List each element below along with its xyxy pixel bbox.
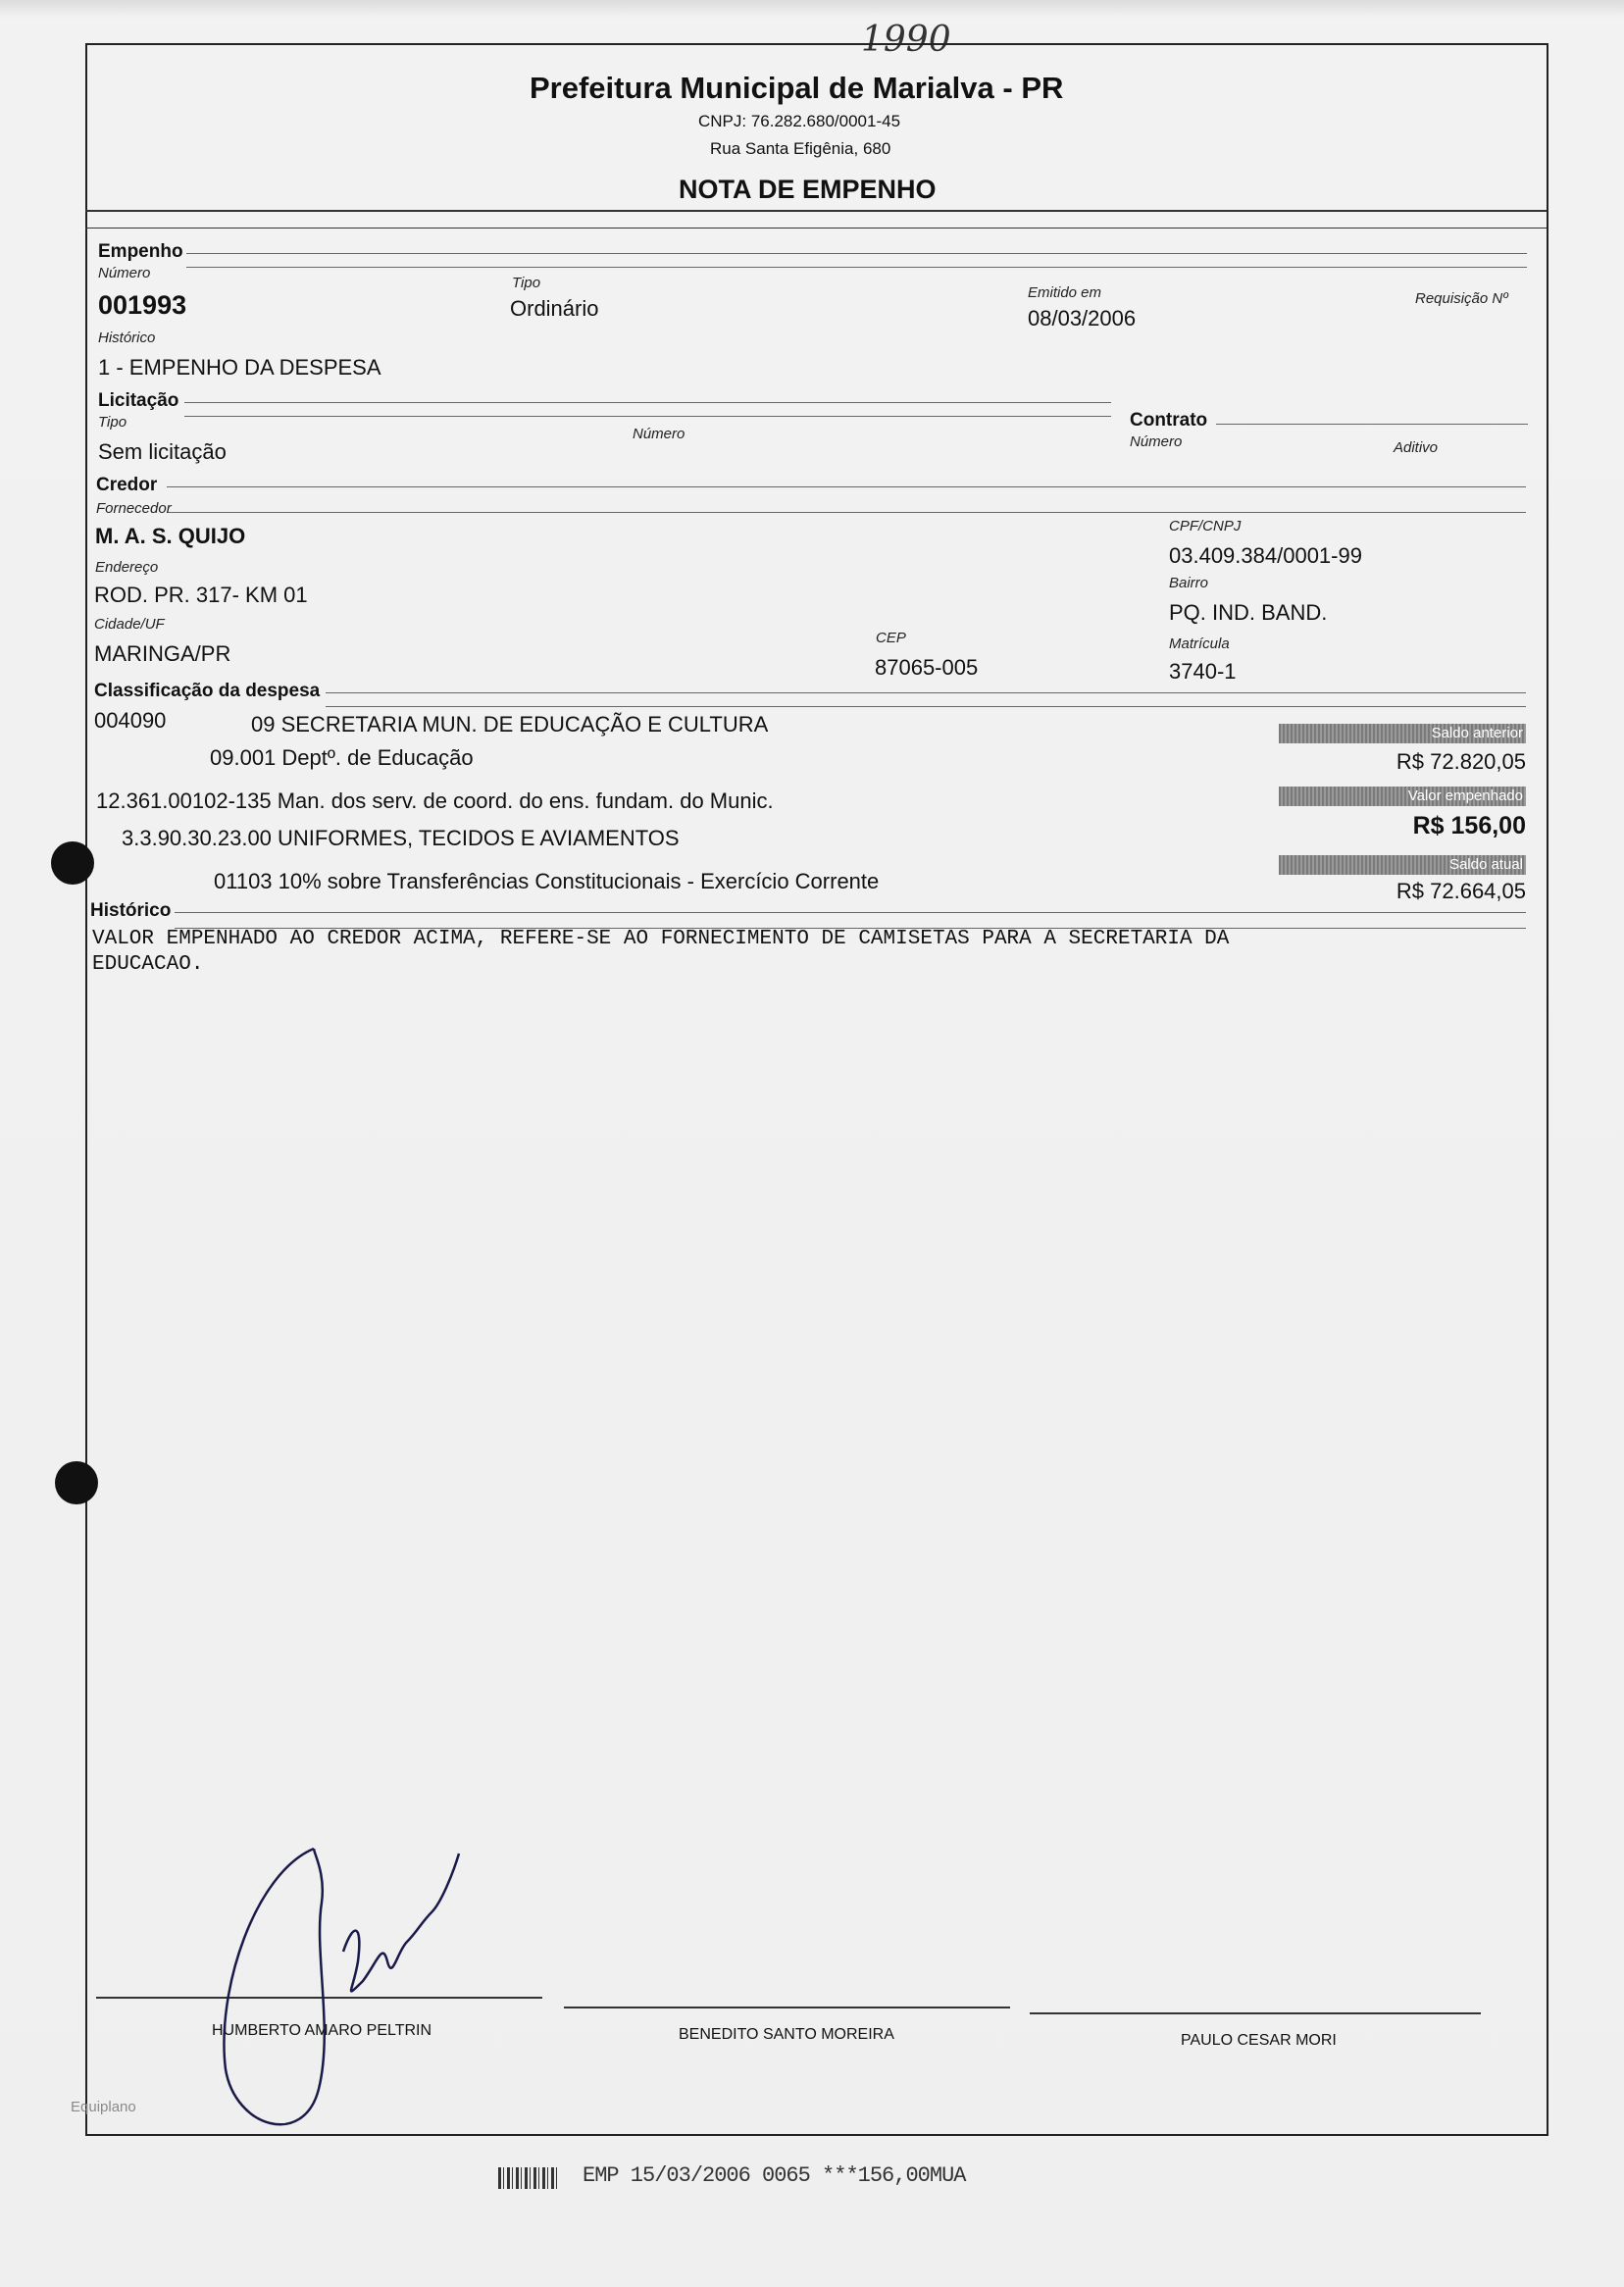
classificacao-section-label: Classificação da despesa: [94, 681, 321, 701]
licitacao-numero-label: Número: [633, 426, 685, 442]
licitacao-tipo-label: Tipo: [98, 414, 127, 431]
empenho-tipo-label: Tipo: [512, 275, 541, 291]
historico-line: [175, 912, 1526, 913]
credor-line: [167, 486, 1526, 487]
cidade-label: Cidade/UF: [94, 616, 165, 633]
classificacao-orgao: 09 SECRETARIA MUN. DE EDUCAÇÃO E CULTURA: [251, 712, 769, 737]
valor-empenhado-bar: Valor empenhado: [1279, 787, 1526, 806]
licitacao-line: [184, 402, 1111, 403]
historico-text-line2: EDUCACAO.: [92, 953, 204, 976]
endereco-label: Endereço: [95, 559, 159, 576]
signature-line-2: [564, 2007, 1010, 2008]
contrato-line: [1216, 424, 1528, 425]
document-title: NOTA DE EMPENHO: [679, 175, 937, 204]
header-divider-2: [85, 228, 1547, 229]
saldo-anterior-bar: Saldo anterior: [1279, 724, 1526, 743]
cep-value: 87065-005: [875, 655, 979, 680]
emitido-date: 08/03/2006: [1028, 306, 1137, 330]
classificacao-funcional: 12.361.00102-135 Man. dos serv. de coord. do ens. fundam. do Munic.: [96, 788, 774, 813]
bairro-label: Bairro: [1169, 575, 1209, 591]
matricula-label: Matrícula: [1169, 635, 1230, 652]
credor-section-label: Credor: [96, 475, 158, 495]
classificacao-code: 004090: [94, 708, 167, 733]
empenho-section-label: Empenho: [98, 241, 183, 262]
handwritten-page-number: 1990: [861, 20, 951, 60]
cpf-label: CPF/CNPJ: [1169, 518, 1242, 534]
signature-name-1: HUMBERTO AMARO PELTRIN: [212, 2022, 432, 2039]
signature-name-2: BENEDITO SANTO MOREIRA: [679, 2026, 894, 2043]
processing-stamp: EMP 15/03/2006 0065 ***156,00MUA: [583, 2163, 966, 2188]
contrato-section-label: Contrato: [1130, 410, 1208, 431]
binder-hole-top: [51, 841, 94, 885]
saldo-anterior-value: R$ 72.820,05: [1396, 749, 1526, 774]
empenho-historico-label: Histórico: [98, 330, 156, 346]
requisicao-label: Requisição Nº: [1415, 290, 1508, 307]
classificacao-fonte: 01103 10% sobre Transferências Constitucionais - Exercício Corrente: [214, 869, 880, 893]
valor-empenhado-value: R$ 156,00: [1412, 812, 1526, 839]
cidade-value: MARINGA/PR: [94, 641, 231, 666]
signature-line-3: [1030, 2012, 1481, 2014]
credor-line-2: [167, 512, 1526, 513]
fornecedor-name: M. A. S. QUIJO: [95, 524, 246, 548]
endereco-value: ROD. PR. 317- KM 01: [94, 583, 308, 607]
saldo-atual-bar: Saldo atual: [1279, 855, 1526, 875]
barcode-icon: [498, 2167, 559, 2189]
header-divider: [85, 210, 1547, 212]
historico-text-line1: VALOR EMPENHADO AO CREDOR ACIMA, REFERE-SE AO FORNECIMENTO DE CAMISETAS PARA A SECRETARIA DA: [92, 928, 1230, 950]
cpf-value: 03.409.384/0001-99: [1169, 543, 1362, 568]
contrato-aditivo-label: Aditivo: [1394, 439, 1439, 456]
signature-name-3: PAULO CESAR MORI: [1181, 2032, 1337, 2049]
handwritten-signature: [196, 1834, 471, 2138]
empenho-numero: 001993: [98, 290, 187, 320]
empenho-section-line-2: [186, 267, 1527, 268]
matricula-value: 3740-1: [1169, 659, 1237, 684]
contrato-numero-label: Número: [1130, 433, 1183, 450]
bairro-value: PQ. IND. BAND.: [1169, 600, 1328, 625]
classificacao-line-2: [326, 706, 1526, 707]
emitido-label: Emitido em: [1028, 284, 1102, 301]
classificacao-line: [326, 692, 1526, 693]
empenho-numero-label: Número: [98, 265, 151, 281]
cnpj-text: CNPJ: 76.282.680/0001-45: [698, 112, 901, 130]
licitacao-tipo: Sem licitação: [98, 439, 227, 464]
saldo-atual-value: R$ 72.664,05: [1396, 879, 1526, 903]
classificacao-unidade: 09.001 Deptº. de Educação: [210, 745, 474, 770]
historico-section-label: Histórico: [90, 900, 172, 921]
licitacao-section-label: Licitação: [98, 390, 179, 411]
address-text: Rua Santa Efigênia, 680: [710, 139, 891, 158]
binder-hole-bottom: [55, 1461, 98, 1504]
municipality-title: Prefeitura Municipal de Marialva - PR: [530, 71, 1064, 105]
fornecedor-label: Fornecedor: [96, 500, 172, 517]
empenho-section-line: [186, 253, 1527, 254]
empenho-tipo: Ordinário: [510, 296, 599, 321]
cep-label: CEP: [876, 630, 906, 646]
empenho-historico: 1 - EMPENHO DA DESPESA: [98, 355, 381, 380]
equiplano-label: Equiplano: [71, 2099, 136, 2115]
licitacao-line-2: [184, 416, 1111, 417]
classificacao-elemento: 3.3.90.30.23.00 UNIFORMES, TECIDOS E AVIAMENTOS: [122, 826, 680, 850]
